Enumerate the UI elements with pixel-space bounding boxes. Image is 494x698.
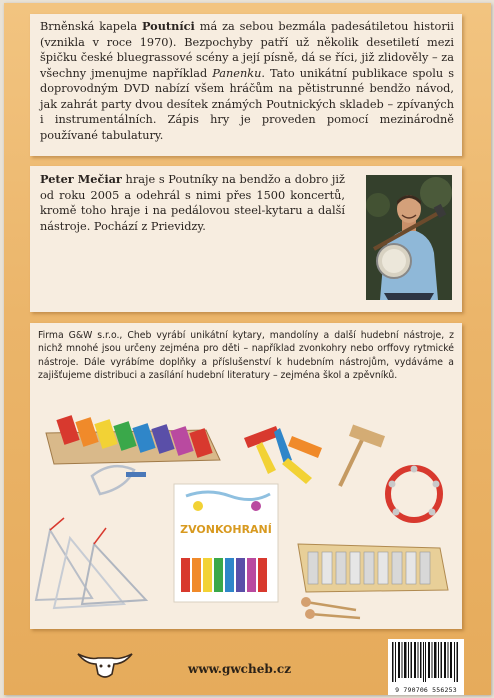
barcode: [388, 639, 464, 695]
triangles-illustration: [36, 518, 146, 608]
author-name: Peter Mečiar: [40, 172, 122, 186]
company-description: Firma G&W s.r.o., Cheb vyrábí unikátní kytary, mandolíny a další hudební nástroje, z nichž mnohé jsou určeny zejména pro děti – například zvonkohry nebo orffovy rytmické nástroje. Dále vyrábíme doplňky a příslušenství k hudebním nástrojům, vydáváme a zajišťujeme distribuci a zasílání hudební literatury – zejména škol a zpěvníků.: [38, 330, 454, 382]
author-bio-text: hraje s Poutníky na bendžo a dobro již od roku 2005 a odehrál s nimi přes 1500 koncertů, kromě toho hraje i na pedálovou steel-kytaru a další nástroje. Pochází z Prievidzy.: [40, 173, 345, 233]
barcode-number: 9 790706 556253: [395, 686, 457, 694]
book-illustration: [174, 484, 278, 602]
bull-head-icon: [76, 646, 134, 680]
author-photo: [366, 175, 452, 300]
instruments-illustration: [30, 378, 462, 626]
author-bio: [40, 172, 345, 234]
song-title: Panenku: [212, 66, 262, 80]
website-url[interactable]: www.gwcheb.cz: [188, 662, 292, 676]
text-segment: má za sebou bezmála padesátiletou historii (vznikla v roce 1970). Bezpochyby patří už několik desetiletí mezi špičku české bluegrassové scény a její písně, dá se říci, již zlidověly – za všechny jmenujme například: [40, 20, 454, 80]
band-description: [40, 19, 454, 143]
back-cover: [4, 3, 491, 695]
company-box: [30, 323, 462, 629]
glockenspiel-illustration: [298, 544, 448, 619]
author-box: [30, 166, 462, 312]
tambourine-illustration: [388, 466, 440, 521]
book-title: ZVONKOHRANÍ: [180, 523, 272, 536]
text-segment: Brněnská kapela: [40, 20, 142, 33]
band-description-box: [30, 14, 462, 156]
banjo-player-illustration: [366, 175, 452, 300]
band-name: Poutníci: [141, 19, 195, 33]
longhorn-logo: [76, 646, 134, 680]
xylophone-illustration: [46, 415, 220, 464]
hammer-illustration: [340, 425, 385, 486]
text-segment: . Tato unikátní publikace spolu s doprovodným DVD nabízí všem hráčům na pětistrunné bendžo návod, jak zahrát party dvou desítek známých Poutnických skladeb – zpívaných i instrumentálních. Zápis hry je proveden pomocí mezinárodně používané tabulatury.: [40, 66, 454, 142]
triangle-small-illustration: [92, 466, 146, 494]
barcode-bars: [388, 639, 464, 685]
kazoo-illustration: [244, 426, 322, 484]
